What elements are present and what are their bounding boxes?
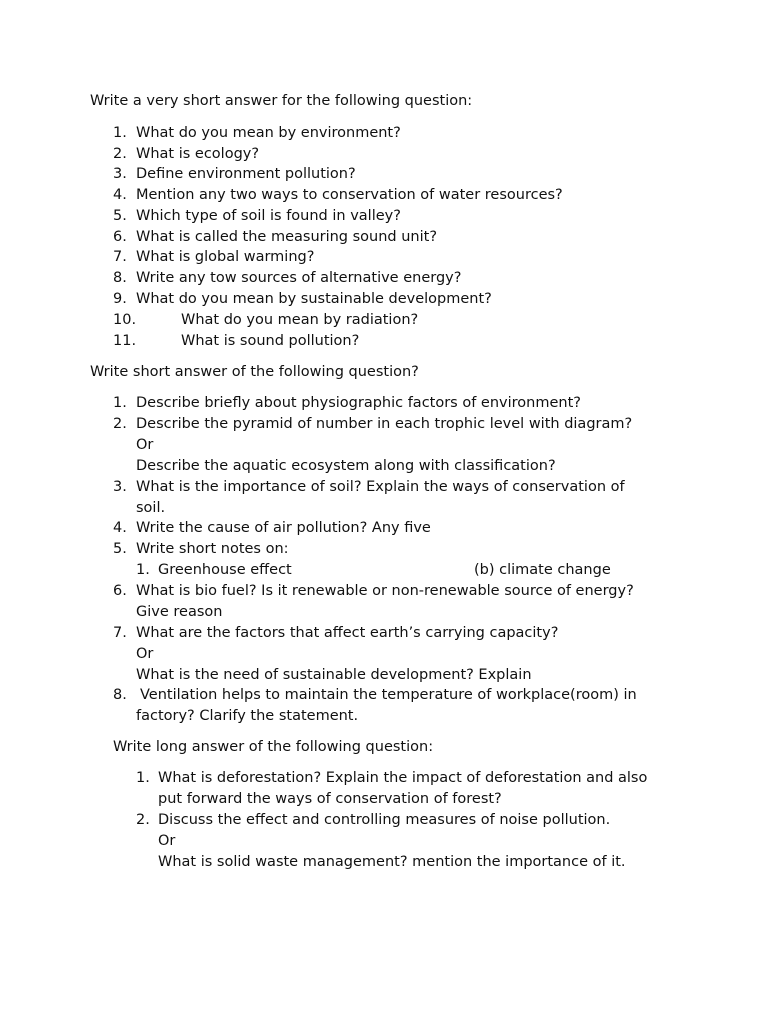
list-item: Define environment pollution? (136, 166, 356, 182)
list-number: 8. (113, 270, 127, 286)
list-number: 6. (113, 583, 127, 599)
alternative-question: What is the need of sustainable development? Explain (136, 667, 532, 683)
list-number: 5. (113, 208, 127, 224)
list-number: 10. (113, 312, 137, 328)
list-number: 4. (113, 520, 127, 536)
or-label: Or (136, 437, 154, 453)
list-item: What do you mean by sustainable development? (136, 291, 492, 307)
list-item: What do you mean by radiation? (181, 312, 419, 328)
or-label: Or (136, 646, 154, 662)
list-item-continuation: factory? Clarify the statement. (136, 708, 359, 724)
list-number: 7. (113, 625, 127, 641)
list-item: Describe briefly about physiographic factors of environment? (136, 395, 581, 411)
list-item-continuation: soil. (136, 500, 166, 516)
list-number: 8. (113, 687, 127, 703)
list-item: What are the factors that affect earth’s carrying capacity? (136, 625, 559, 641)
or-label: Or (158, 833, 176, 849)
list-number: 3. (113, 479, 127, 495)
list-item: Ventilation helps to maintain the temperature of workplace(room) in (140, 687, 637, 703)
sub-item-a: Greenhouse effect (158, 562, 292, 578)
list-item: What is sound pollution? (181, 333, 360, 349)
list-item: Write the cause of air pollution? Any five (136, 520, 431, 536)
list-number: 7. (113, 249, 127, 265)
list-number: 1. (113, 395, 127, 411)
list-item: What is global warming? (136, 249, 315, 265)
list-number: 2. (136, 812, 150, 828)
list-item-continuation: Give reason (136, 604, 223, 620)
list-item: What is called the measuring sound unit? (136, 229, 438, 245)
list-number: 1. (136, 770, 150, 786)
list-item: Discuss the effect and controlling measures of noise pollution. (158, 812, 611, 828)
list-number: 2. (113, 416, 127, 432)
list-item: Write any tow sources of alternative energy? (136, 270, 462, 286)
section-heading-long: Write long answer of the following question: (113, 739, 434, 755)
list-item-continuation: put forward the ways of conservation of forest? (158, 791, 502, 807)
list-number: 2. (113, 146, 127, 162)
list-item: Which type of soil is found in valley? (136, 208, 401, 224)
section-heading-short: Write short answer of the following question? (90, 364, 419, 380)
list-item: Mention any two ways to conservation of water resources? (136, 187, 563, 203)
list-item: What is bio fuel? Is it renewable or non-renewable source of energy? (136, 583, 634, 599)
alternative-question: What is solid waste management? mention the importance of it. (158, 854, 626, 870)
list-item: What is the importance of soil? Explain the ways of conservation of (136, 479, 625, 495)
sub-list-number: 1. (136, 562, 150, 578)
list-number: 9. (113, 291, 127, 307)
section-heading-very-short: Write a very short answer for the following question: (90, 93, 473, 109)
list-item: Describe the pyramid of number in each trophic level with diagram? (136, 416, 633, 432)
list-item: Write short notes on: (136, 541, 289, 557)
list-item: What do you mean by environment? (136, 125, 401, 141)
list-number: 11. (113, 333, 137, 349)
list-number: 4. (113, 187, 127, 203)
list-number: 5. (113, 541, 127, 557)
list-number: 3. (113, 166, 127, 182)
sub-item-b: (b) climate change (474, 562, 611, 578)
alternative-question: Describe the aquatic ecosystem along with classification? (136, 458, 556, 474)
list-number: 1. (113, 125, 127, 141)
list-item: What is deforestation? Explain the impact of deforestation and also (158, 770, 648, 786)
list-number: 6. (113, 229, 127, 245)
list-item: What is ecology? (136, 146, 260, 162)
